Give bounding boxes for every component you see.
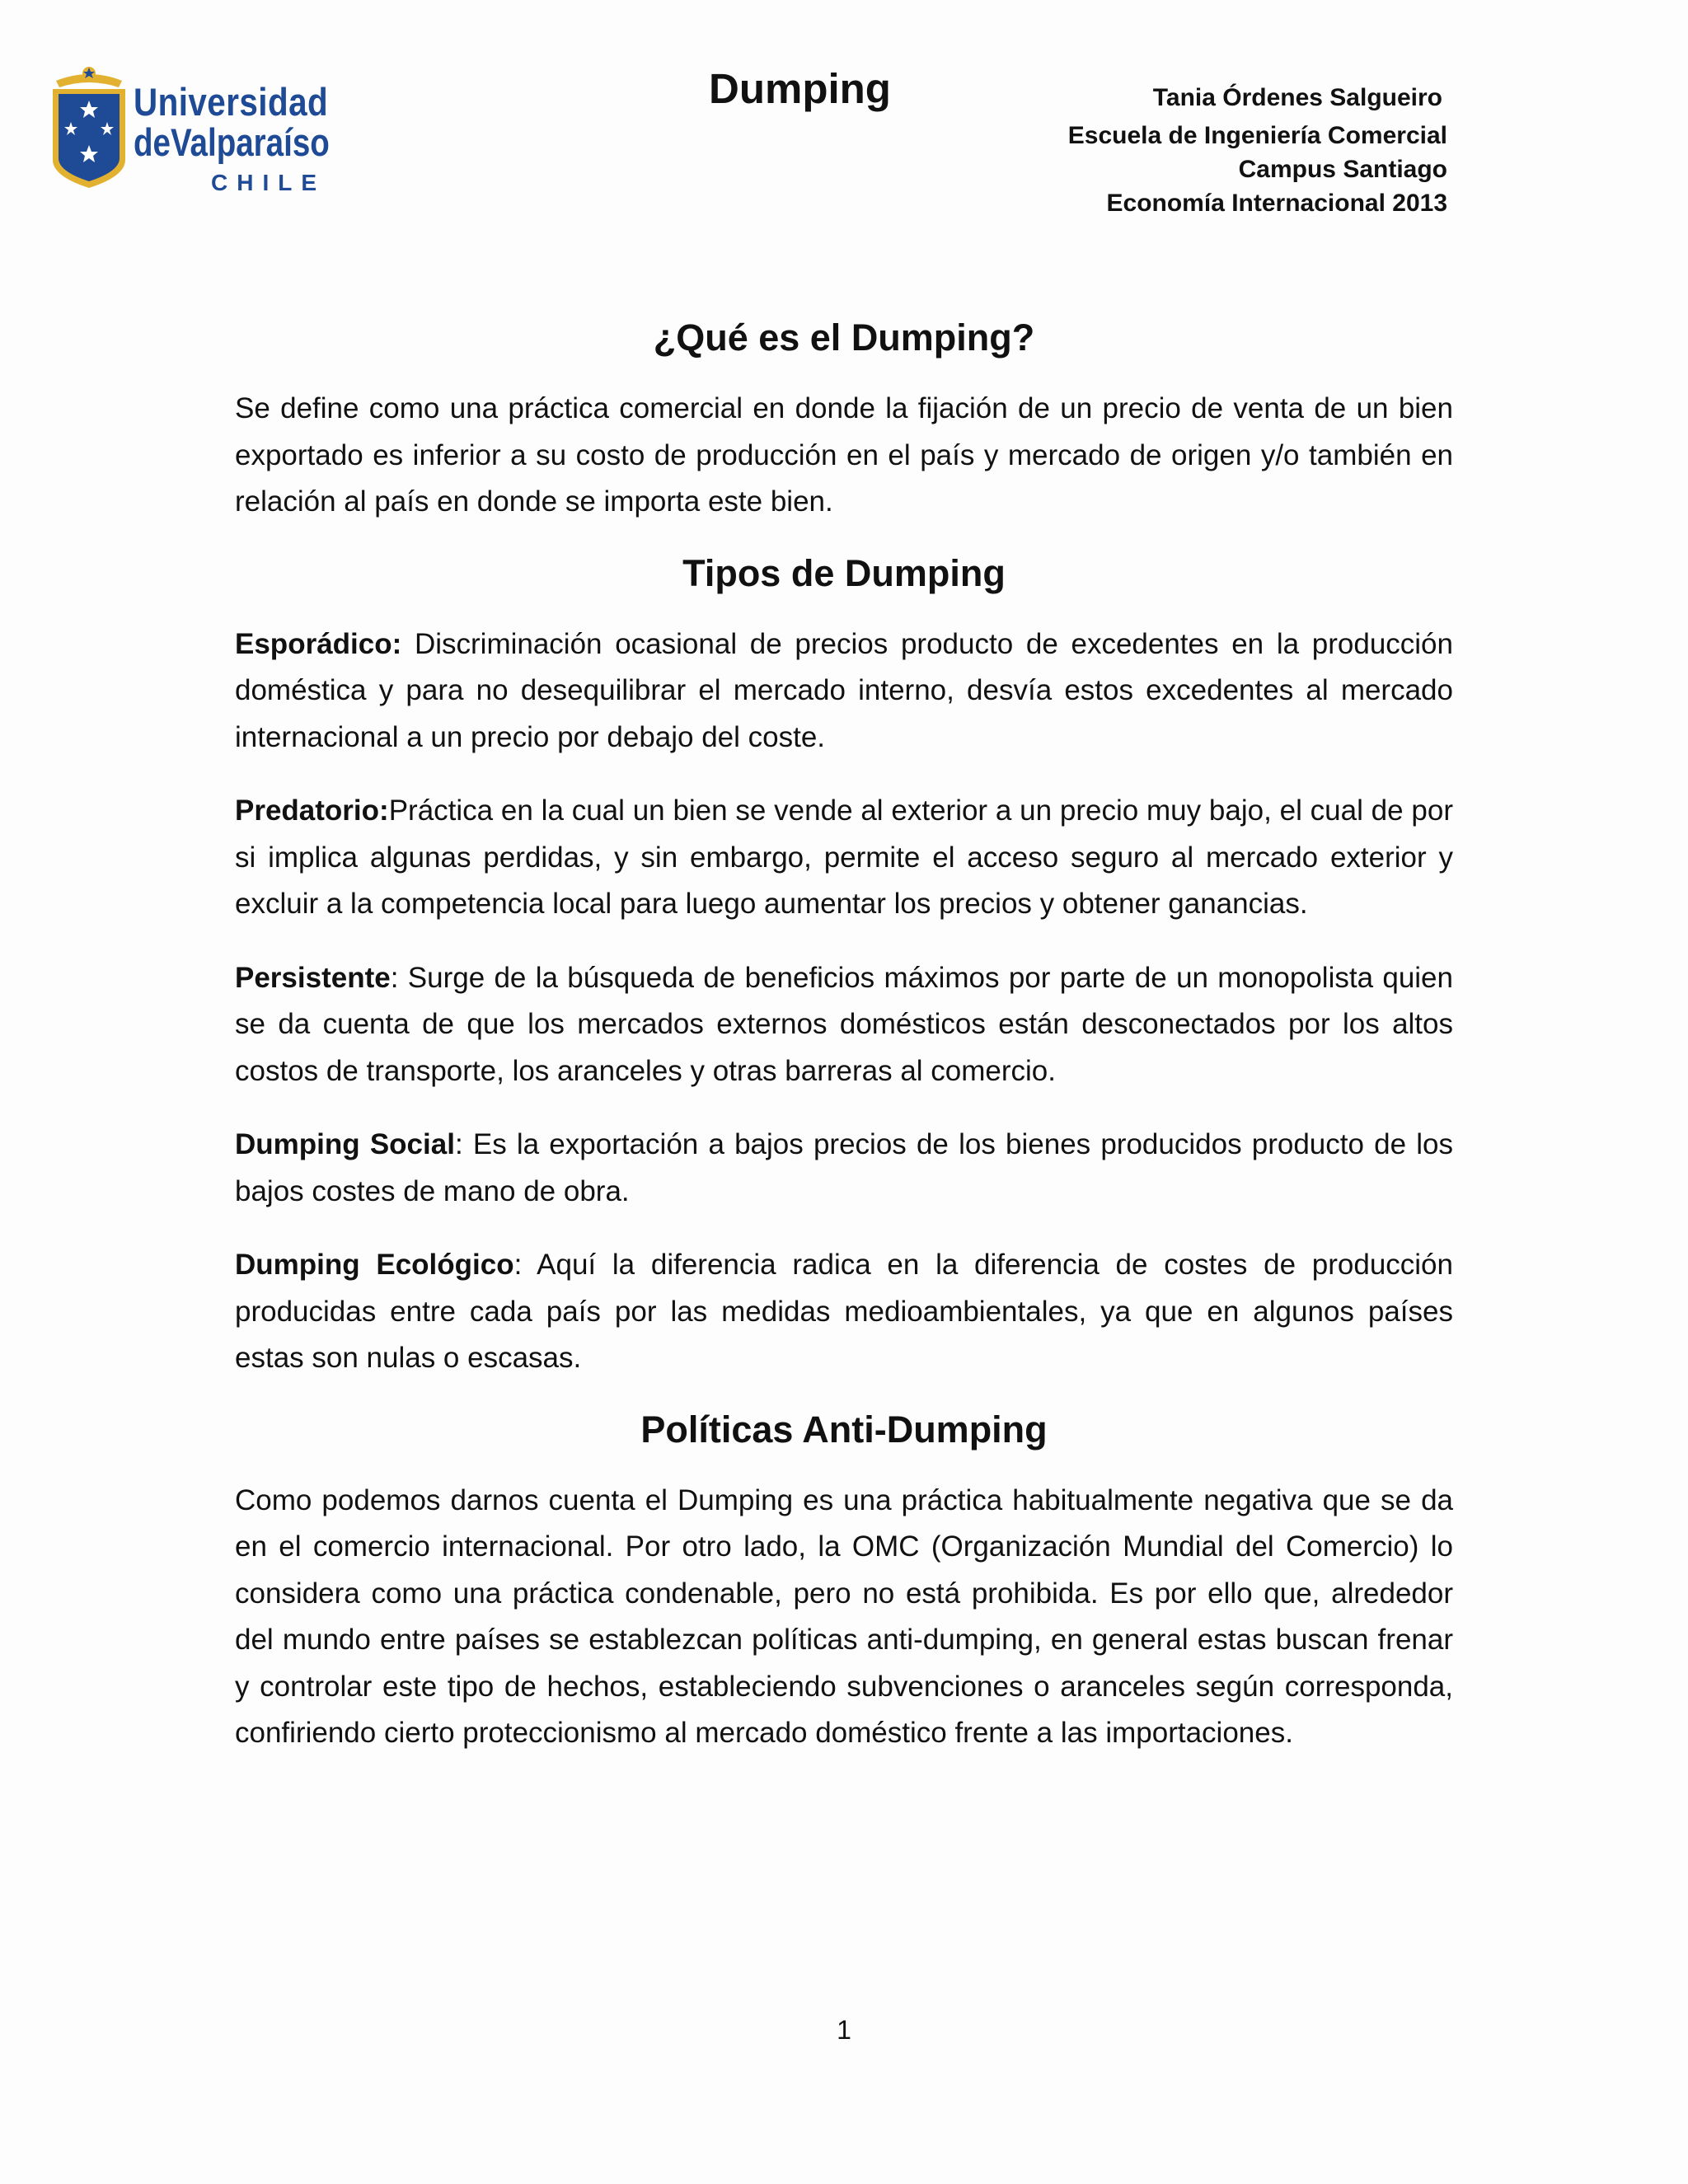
term-sporadic: Esporádico: [235,627,402,660]
author-block [1019,81,1447,220]
paragraph-definition: Se define como una práctica comercial en donde la fijación de un precio de venta de un bien exportado es inferior a su costo de producción en el país y mercado de origen y/o también en relación al país en donde se importa este bien. [235,392,1453,518]
heading-what-is-dumping: ¿Qué es el Dumping? [653,316,1035,359]
document-title: Dumping [709,65,891,112]
logo-text-line2: deValparaíso [134,120,330,164]
paragraph-type-social [235,1122,1453,1215]
paragraph-type-ecological [235,1242,1453,1382]
term-persistent: Persistente [235,961,391,994]
university-wordmark [134,82,397,194]
heading-types-of-dumping: Tipos de Dumping [682,551,1006,594]
description-persistent: : Surge de la búsqueda de beneficios máximos por parte de un monopolista quien se da cuenta de que los mercados externos domésticos están desconectados por los altos costos de transporte, los aranceles y otras barreras al comercio. [235,961,1453,1087]
term-social: Dumping Social [235,1128,455,1160]
logo-text-line1: Universidad [134,80,329,124]
logo-text-line3: CHILE [211,170,326,195]
document-body [235,305,1453,1757]
campus-name: Campus Santiago [1238,156,1447,183]
description-predatory: Práctica en la cual un bien se vende al exterior a un precio muy bajo, el cual de por si implica algunas perdidas, y sin embargo, permite el acceso seguro al mercado exterior y excluir a la competencia local para luego aumentar los precios y obtener ganancias. [235,794,1453,920]
description-ecological: : Aquí la diferencia radica en la diferencia de costes de producción producidas entre cada país por las medidas medioambientales, ya que en algunos países estas son nulas o escasas. [235,1249,1453,1374]
heading-anti-dumping-policies: Políticas Anti-Dumping [640,1408,1048,1451]
paragraph-type-predatory [235,788,1453,928]
school-name: Escuela de Ingeniería Comercial [1067,122,1447,149]
description-social: : Es la exportación a bajos precios de los bienes producidos producto de los bajos costes de mano de obra. [235,1128,1454,1207]
term-predatory: Predatorio: [235,794,389,827]
page-number: 1 [837,2015,851,2045]
paragraph-type-sporadic [235,621,1453,762]
term-ecological: Dumping Ecológico [235,1249,514,1281]
paragraph-type-persistent [235,955,1453,1095]
author-name: Tania Órdenes Salgueiro [1152,84,1442,111]
university-logo [48,63,345,208]
paragraph-policies: Como podemos darnos cuenta el Dumping es una práctica habitualmente negativa que se da en el comercio internacional. Por otro lado, la OMC (Organización Mundial del Comercio) lo considera como una práctica condenable, pero no está prohibida. Es por ello que, alrededor del mundo entre países se establezcan políticas anti-dumping, en general estas buscan frenar y controlar este tipo de hechos, estableciendo subvenciones o aranceles según corresponda, confiriendo cierto proteccionismo al mercado doméstico frente a las importaciones. [235,1483,1453,1749]
university-shield-icon [48,63,130,194]
course-name: Economía Internacional 2013 [1106,190,1447,217]
description-sporadic: Discriminación ocasional de precios producto de excedentes en la producción doméstica y para no desequilibrar el mercado interno, desvía estos excedentes al mercado internacional a un precio por debajo del coste. [235,627,1453,753]
